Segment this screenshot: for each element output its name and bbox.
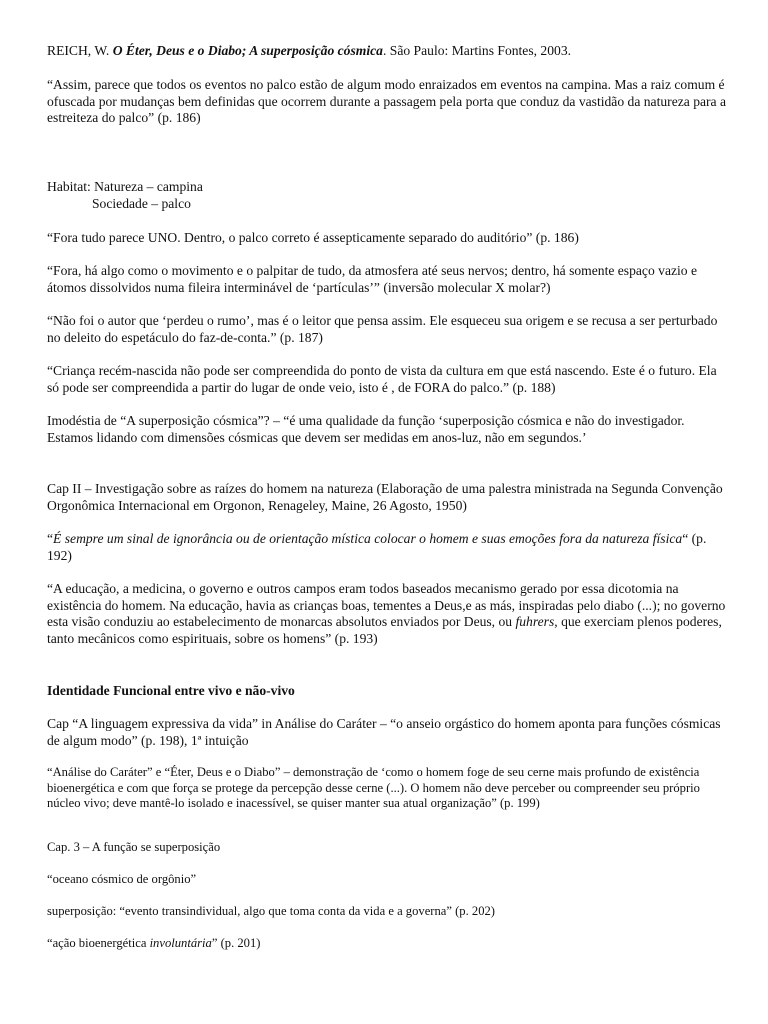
citation-title: O Éter, Deus e o Diabo; A superposição cósmica [112,43,383,58]
citation [47,43,727,60]
cap-linguagem: Cap “A linguagem expressiva da vida” in Análise do Caráter – “o anseio orgástico do homem aponta para funções cósmicas de algum modo” (p. 198), 1ª intuição [47,716,721,748]
section-heading: Identidade Funcional entre vivo e não-vivo [47,683,295,698]
citation-publisher: . São Paulo: Martins Fontes, 2003. [382,43,572,58]
superposicao-def: superposição: “evento transindividual, algo que toma conta da vida e a governa” (p. 202) [47,904,495,918]
quote-fora-uno: “Fora tudo parece UNO. Dentro, o palco correto é assepticamente separado do auditório” (p. 186) [47,230,579,245]
quote-ignorancia-italic: É sempre um sinal de ignorância ou de orientação mística colocar o homem e suas emoções fora da natureza física [53,531,683,546]
quote-palco-campina: “Assim, parece que todos os eventos no palco estão de algum modo enraizados em eventos na campina. Mas a raiz comum é ofuscada por mudanças bem definidas que ocorrem durante a passagem pela porta que conduz da vastidão da natureza para a estreiteza do palco” (p. 186) [47,77,727,126]
quote-educacao: “A educação, a medicina, o governo e outros campos eram todos baseados mecanismo gerado por essa dicotomia na existência do homem. Na educação, havia as crianças boas, tementes a Deus,e as más, inspiradas pelo diabo (...); no governo esta visão conduziu ao estabelecimento de monarcas absolutos enviados por Deus, ou fuhrers, que exerciam plenos poderes, tanto mecânicos como espirituais, sobre os homens” (p. 193) [47,581,726,646]
habitat-line-1: Habitat: Natureza – campina [47,179,203,194]
acao-bioenergetica: “ação bioenergética involuntária” (p. 201) [47,936,261,950]
quote-imodestia: Imodéstia de “A superposição cósmica”? – “é uma qualidade da função ‘superposição cósmica e não do investigador. Estamos lidando com dimensões cósmicas que devem ser medidas em anos-luz, não em segundos.’ [47,413,685,445]
habitat-line-2: Sociedade – palco [92,196,191,211]
quote-crianca: “Criança recém-nascida não pode ser compreendida do ponto de vista da cultura em que está nascendo. Este é o futuro. Ela só pode ser compreendida a partir do lugar de onde veio, isto é , de FORA do palco.” (p. 188) [47,363,717,395]
citation-author: REICH, W. [47,43,113,58]
acao-italic: involuntária [149,936,212,950]
quote-educacao-italic: fuhrers [515,614,555,630]
oceano-cosmico: “oceano cósmico de orgônio” [47,872,197,886]
quote-fora-movimento: “Fora, há algo como o movimento e o palpitar de tudo, da atmosfera até seus nervos; dentro, há somente espaço vazio e átomos dissolvidos numa fileira interminável de ‘partículas’” (inversão molecular X molar?) [47,263,698,295]
quote-ignorancia: “É sempre um sinal de ignorância ou de orientação mística colocar o homem e suas emoções fora da natureza física“ (p. 192) [47,531,707,563]
cap-3: Cap. 3 – A função se superposição [47,840,221,854]
analise-carater: “Análise do Caráter” e “Éter, Deus e o Diabo” – demonstração de ‘como o homem foge de seu cerne mais profundo de existência bioenergética e com que força se protege da percepção desse cerne (...). O homem não deve perceber ou compreender seu próprio núcleo vivo; deve mantê-lo isolado e inacessível, se quiser manter sua atual organização” (p. 199) [47,765,700,811]
quote-autor-rumo: “Não foi o autor que ‘perdeu o rumo’, mas é o leitor que pensa assim. Ele esqueceu sua origem e se recusa a ser perturbado no deleito do espetáculo do faz-de-conta.” (p. 187) [47,313,718,345]
cap-ii: Cap II – Investigação sobre as raízes do homem na natureza (Elaboração de uma palestra ministrada na Segunda Convenção Orgonômica Internacional em Orgonon, Renageley, Maine, 26 Agosto, 1950) [47,481,723,513]
